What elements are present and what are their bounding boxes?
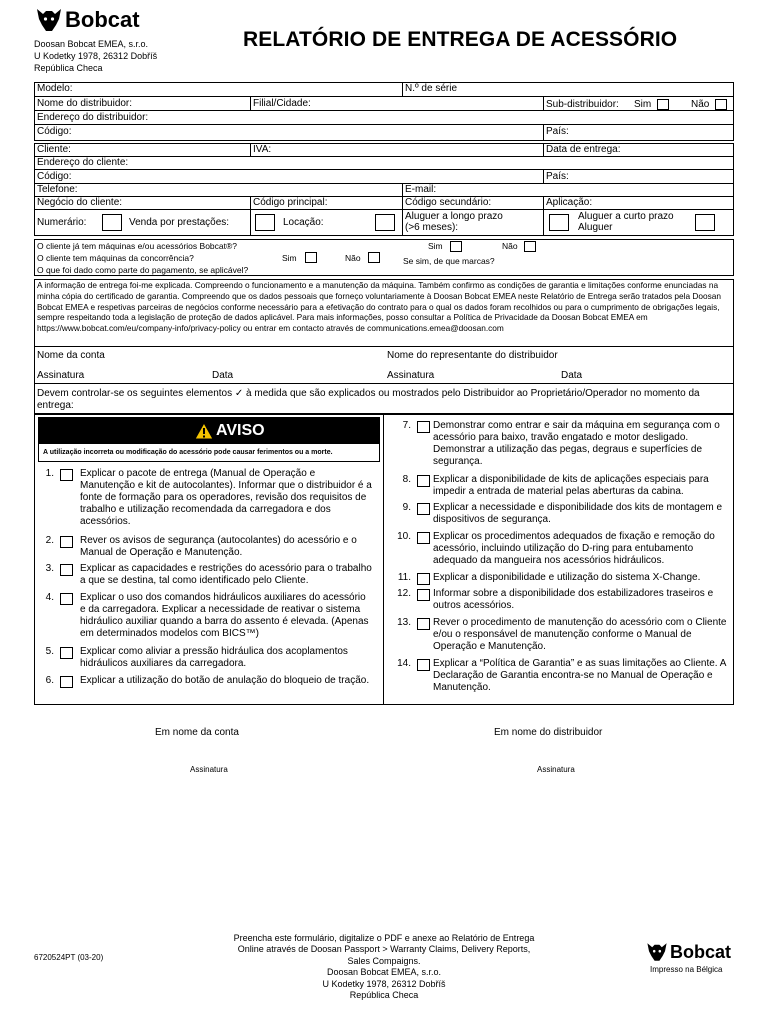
branch-city-label: Filial/Cidade:: [253, 98, 311, 109]
question-existing-bobcat: O cliente já tem máquinas e/ou acessórios Bobcat®?: [37, 241, 237, 251]
installments-checkbox[interactable]: [255, 214, 275, 231]
question-existing-no-checkbox[interactable]: [524, 241, 536, 252]
checklist-item-text: Explicar o uso dos comandos hidráulicos auxiliares do acessório e da carregadora. Explicar a necessidade de reativar o sistema hidráulico auxiliar quando a barra do assento é elevada. (Apenas em determinados modelos com BICS™): [80, 592, 369, 639]
secondary-code-label: Código secundário:: [405, 197, 492, 208]
document-code: 6720524PT (03-20): [34, 953, 104, 962]
checklist-item-number: 8.: [402, 474, 411, 485]
rental-label: Locação:: [283, 217, 324, 228]
company-address-line2: República Checa: [34, 63, 103, 73]
question-competitor: O cliente tem máquinas da concorrência?: [37, 253, 194, 263]
serial-field[interactable]: [470, 83, 730, 95]
short-rental-checkbox[interactable]: [695, 214, 715, 231]
checklist-item-9-checkbox[interactable]: [417, 503, 430, 515]
checklist-item-number: 6.: [45, 675, 54, 686]
checklist-item-text: Rever o procedimento de manutenção do acessório com o Cliente e/ou o responsável de manutenção conforme o Manual de Operação e Manutenção.: [433, 617, 727, 652]
question-existing-yes-checkbox[interactable]: [450, 241, 462, 252]
question-competitor-yes-label: Sim: [282, 253, 297, 263]
sub-distributor-yes-label: Sim: [634, 99, 652, 110]
checklist-item-text: Demonstrar como entrar e sair da máquina em segurança com o acessório para baixo, travão engatado e motor desligado. Demonstrar a utilização das pegas, degraus e superfícies de segurança.: [433, 420, 720, 467]
checklist-item-number: 3.: [45, 563, 54, 574]
company-name: Doosan Bobcat EMEA, s.r.o.: [34, 39, 149, 49]
checklist-item-number: 7.: [402, 420, 411, 431]
cash-label: Numerário:: [37, 217, 87, 228]
account-name-label: Nome da conta: [37, 350, 105, 361]
model-field[interactable]: [90, 83, 400, 95]
checklist-intro: Devem controlar-se os seguintes elementos ✓ à medida que são explicados ou mostrados pelo Distribuidor ao Proprietário/Operador no momento da entrega:: [37, 388, 700, 411]
question-which-brands: Se sim, de que marcas?: [403, 256, 495, 266]
checklist-item-6-checkbox[interactable]: [60, 676, 73, 688]
question-competitor-no-label: Não: [345, 253, 361, 263]
warning-text: A utilização incorreta ou modificação do acessório pode causar ferimentos ou a morte.: [43, 449, 333, 456]
checklist-item-text: Informar sobre a disponibilidade dos estabilizadores traseiros e outros acessórios.: [433, 588, 714, 611]
checklist-item-number: 2.: [45, 535, 54, 546]
account-signature-field[interactable]: [100, 742, 330, 766]
checklist-item-8-checkbox[interactable]: [417, 475, 430, 487]
phone-label: Telefone:: [37, 184, 78, 195]
account-bottom-signature-label: Assinatura: [190, 765, 228, 774]
distributor-bottom-signature-label: Assinatura: [537, 765, 575, 774]
checklist-item-13-checkbox[interactable]: [417, 618, 430, 630]
checklist-item-text: Explicar as capacidades e restrições do acessório para o trabalho a que se destina, tal como identificado pelo Cliente.: [80, 563, 372, 586]
checklist-item-number: 4.: [45, 592, 54, 603]
installments-label: Venda por prestações:: [129, 217, 230, 228]
footer-bobcat-logo: [645, 940, 735, 964]
distributor-name-label: Nome do distribuidor:: [37, 98, 133, 109]
checklist-item-number: 13.: [397, 617, 411, 628]
company-address-line1: U Kodetky 1978, 26312 Dobříš: [34, 51, 158, 61]
question-competitor-no-checkbox[interactable]: [368, 252, 380, 263]
checklist-item-10-checkbox[interactable]: [417, 532, 430, 544]
sub-distributor-no-checkbox[interactable]: [715, 99, 727, 110]
model-label: Modelo:: [37, 83, 73, 94]
customer-country-label: País:: [546, 171, 569, 182]
rep-name-label: Nome do representante do distribuidor: [387, 350, 558, 361]
checklist-item-2-checkbox[interactable]: [60, 536, 73, 548]
printed-in: Impresso na Bélgica: [650, 965, 723, 974]
checklist-item-text: Explicar a “Política de Garantia” e as suas limitações ao Cliente. A Declaração de Garantia encontra-se no Manual de Operação e Manutenção.: [433, 658, 726, 693]
checklist-item-text: Explicar a necessidade e disponibilidade dos kits de montagem e dispositivos de segurança.: [433, 502, 723, 525]
checklist-item-text: Explicar como aliviar a pressão hidráulica dos acoplamentos hidráulicos auxiliares da carregadora.: [80, 646, 348, 669]
checklist-item-text: Explicar a disponibilidade de kits de aplicações especiais para impedir a entrada de material pelas aberturas da cabina.: [433, 474, 709, 497]
customer-code-label: Código:: [37, 171, 72, 182]
checklist-item-14-checkbox[interactable]: [417, 659, 430, 671]
checklist-item-number: 10.: [397, 531, 411, 542]
delivery-date-label: Data de entrega:: [546, 144, 621, 155]
checklist-item-number: 12.: [397, 588, 411, 599]
distributor-address-label: Endereço do distribuidor:: [37, 112, 149, 123]
rep-date-label: Data: [561, 370, 583, 381]
checklist-item-12-checkbox[interactable]: [417, 589, 430, 601]
checklist-item-text: Rever os avisos de segurança (autocolantes) do acessório e o Manual de Operação e Manutenção.: [80, 535, 357, 558]
customer-address-label: Endereço do cliente:: [37, 157, 129, 168]
checklist-item-text: Explicar o pacote de entrega (Manual de Operação e Manutenção e kit de autocolantes). Informar que o distribuidor é a fonte de formação para os operadores, revisão dos requisitos de trabalho e utilização recomendada da carregadora e dos acessórios.: [80, 468, 372, 527]
distributor-country-label: País:: [546, 126, 569, 137]
checklist-item-number: 14.: [397, 658, 411, 669]
sub-distributor-label: Sub-distribuidor:: [546, 99, 619, 110]
question-existing-no-label: Não: [502, 241, 518, 251]
vat-label: IVA:: [253, 144, 272, 155]
checklist-item-7-checkbox[interactable]: [417, 421, 430, 433]
long-rental-checkbox[interactable]: [549, 214, 569, 231]
consent-text: A informação de entrega foi-me explicada. Compreendo o funcionamento e a manutenção da máquina. Também confirmo as condições de garantia e limitações conforme enunciadas na minha cópia do certificado de garantia. Compreendo que os dados pessoais que forneço voluntariamente à Doosan Bobcat EMEA neste Relatório de Entrega serão tratados pela Doosan Bobcat EMEA e respetivas parceiras de negócios conforme necessário para a efetivação do contrato para o qual os dados foram recolhidos ou para o cumprimento de obrigações legais, sempre respeitando toda a legislação de proteção de dados aplicável. Para mais informações, posso consultar a Política de Privacidade da Doosan Bobcat EMEA em https://www.bobcat.com/eu/company-info/privacy-policy ou entrar em contacto através de communications.emea@doosan.com: [37, 280, 721, 334]
customer-business-label: Negócio do cliente:: [37, 197, 123, 208]
bobcat-logo: [34, 5, 154, 35]
checklist-item-3-checkbox[interactable]: [60, 564, 73, 576]
account-signature-label: Assinatura: [37, 370, 85, 381]
checklist-item-text: Explicar a utilização do botão de anulação do bloqueio de tração.: [80, 675, 370, 686]
main-code-label: Código principal:: [253, 197, 328, 208]
checklist-item-text: Explicar a disponibilidade e utilização do sistema X-Change.: [433, 572, 701, 583]
on-behalf-distributor-label: Em nome do distribuidor: [494, 727, 603, 738]
checklist-item-11-checkbox[interactable]: [417, 573, 430, 585]
checklist-item-text: Explicar os procedimentos adequados de fixação e remoção do acessório, incluindo utilização do D-ring para entubamento adequado da mangueira nos acessórios hidráulicos.: [433, 531, 715, 566]
bobcat-head-icon: [34, 5, 64, 35]
page-title: RELATÓRIO DE ENTREGA DE ACESSÓRIO: [243, 28, 678, 51]
warning-box: [38, 417, 380, 462]
footer-bobcat-head-icon: [645, 940, 669, 964]
brand-name: Bobcat: [65, 7, 140, 32]
footer-instructions: Preencha este formulário, digitalize o PDF e anexe ao Relatório de Entrega Online através de Doosan Passport > Warranty Claims, Delivery Reports, Sales Compaigns. Doosan Bobcat EMEA, s.r.o. U Kodetky 1978, 26312 Dobříš República Checa: [233, 933, 535, 1001]
sub-distributor-yes-checkbox[interactable]: [657, 99, 669, 110]
application-label: Aplicação:: [546, 197, 593, 208]
warning-triangle-icon: [194, 422, 214, 440]
on-behalf-account-label: Em nome da conta: [155, 727, 239, 738]
email-label: E-mail:: [405, 184, 437, 195]
sub-distributor-no-label: Não: [691, 99, 710, 110]
checklist-item-1-checkbox[interactable]: [60, 469, 73, 481]
checklist-item-number: 1.: [45, 468, 54, 479]
distributor-signature-field[interactable]: [440, 742, 670, 766]
warning-title: AVISO: [216, 422, 265, 439]
long-rental-label: Aluguer a longo prazo (>6 meses):: [405, 211, 503, 233]
question-competitor-yes-checkbox[interactable]: [305, 252, 317, 263]
question-existing-yes-label: Sim: [428, 241, 443, 251]
checklist-item-number: 5.: [45, 646, 54, 657]
rental-checkbox[interactable]: [375, 214, 395, 231]
checklist-item-number: 9.: [402, 502, 411, 513]
footer-brand-name: Bobcat: [670, 942, 732, 962]
question-trade-in: O que foi dado como parte do pagamento, se aplicável?: [37, 265, 249, 275]
short-rental-label: Aluguer a curto prazo Aluguer: [578, 211, 674, 233]
checklist-item-number: 11.: [397, 572, 411, 583]
cash-checkbox[interactable]: [102, 214, 122, 231]
customer-label: Cliente:: [37, 144, 71, 155]
rep-signature-label: Assinatura: [387, 370, 435, 381]
account-date-label: Data: [212, 370, 234, 381]
checklist-item-4-checkbox[interactable]: [60, 593, 73, 605]
distributor-code-label: Código:: [37, 126, 72, 137]
serial-label: N.º de série: [405, 83, 458, 94]
checklist-item-5-checkbox[interactable]: [60, 647, 73, 659]
